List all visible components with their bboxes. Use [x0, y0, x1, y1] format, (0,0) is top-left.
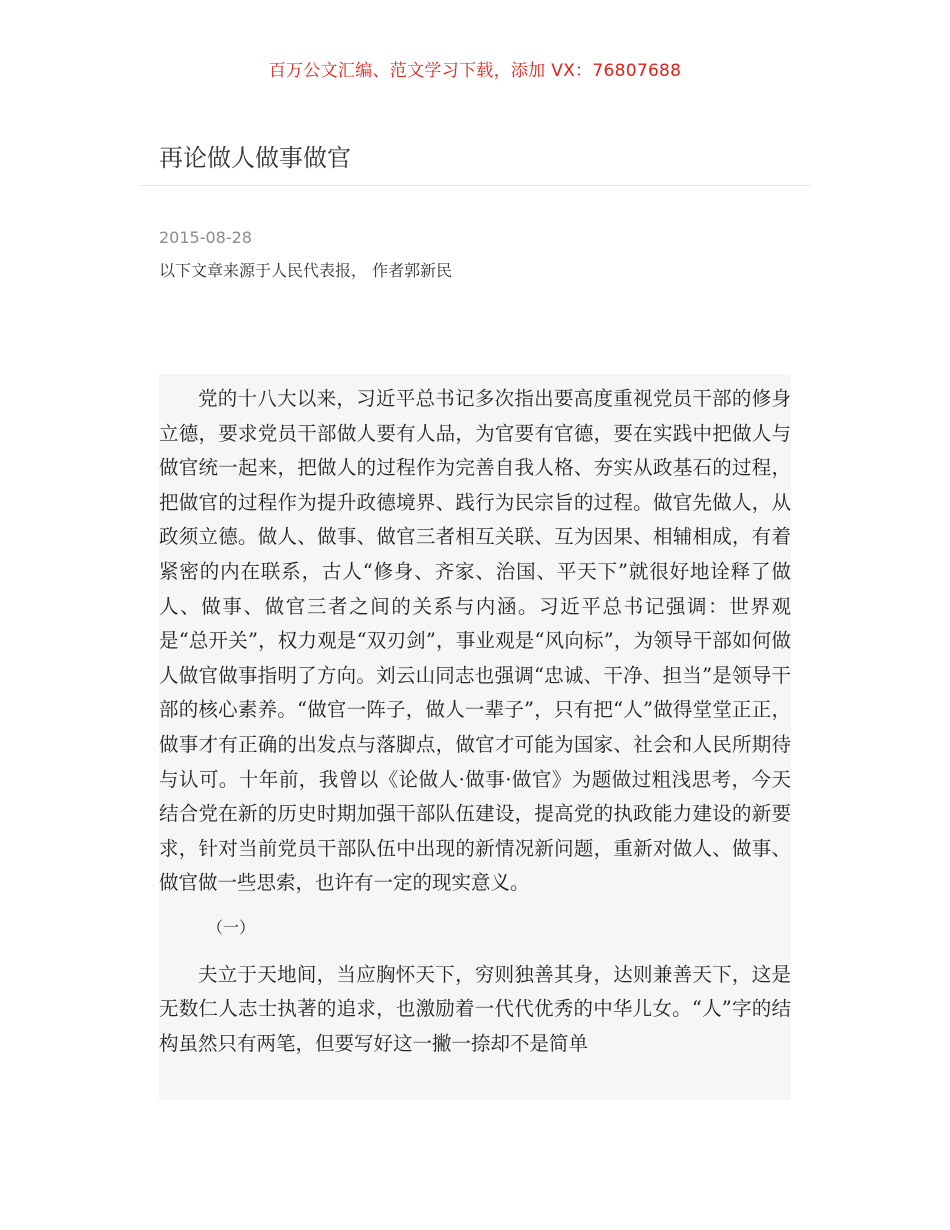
publish-date: 2015-08-28 — [159, 228, 252, 247]
paragraph-intro: 党的十八大以来，习近平总书记多次指出要高度重视党员干部的修身立德，要求党员干部做人要有人品，为官要有官德，要在实践中把做人与做官统一起来，把做人的过程作为完善自我人格、夯实从政基石的过程，把做官的过程作为提升政德境界、践行为民宗旨的过程。做官先做人，从政须立德。做人、做事、做官三者相互关联、互为因果、相辅相成，有着紧密的内在联系，古人“修身、齐家、治国、平天下”就很好地诠释了做人、做事、做官三者之间的关系与内涵。习近平总书记强调：世界观是“总开关”，权力观是“双刃剑”，事业观是“风向标”，为领导干部如何做人做官做事指明了方向。刘云山同志也强调“忠诚、干净、担当”是领导干部的核心素养。“做官一阵子，做人一辈子”，只有把“人”做得堂堂正正，做事才有正确的出发点与落脚点，做官才可能为国家、社会和人民所期待与认可。十年前，我曾以《论做人·做事·做官》为题做过粗浅思考，今天结合党在新的历史时期加强干部队伍建设，提高党的执政能力建设的新要求，针对当前党员干部队伍中出现的新情况新问题，重新对做人、做事、做官做一些思索，也许有一定的现实意义。 — [159, 387, 791, 895]
article-body — [159, 374, 791, 1100]
section-heading: （一） — [207, 917, 256, 937]
title-divider — [140, 185, 810, 186]
watermark-banner: 百万公文汇编、范文学习下载，添加 VX：76807688 — [268, 61, 682, 81]
paragraph-section-one: 夫立于天地间，当应胸怀天下，穷则独善其身，达则兼善天下，这是无数仁人志士执著的追求，也激励着一代代优秀的中华儿女。“人”字的结构虽然只有两笔，但要写好这一撇一捺却不是简单 — [159, 962, 791, 1055]
article-title: 再论做人做事做官 — [159, 144, 351, 172]
article-source: 以下文章来源于人民代表报， 作者郭新民 — [159, 261, 453, 280]
